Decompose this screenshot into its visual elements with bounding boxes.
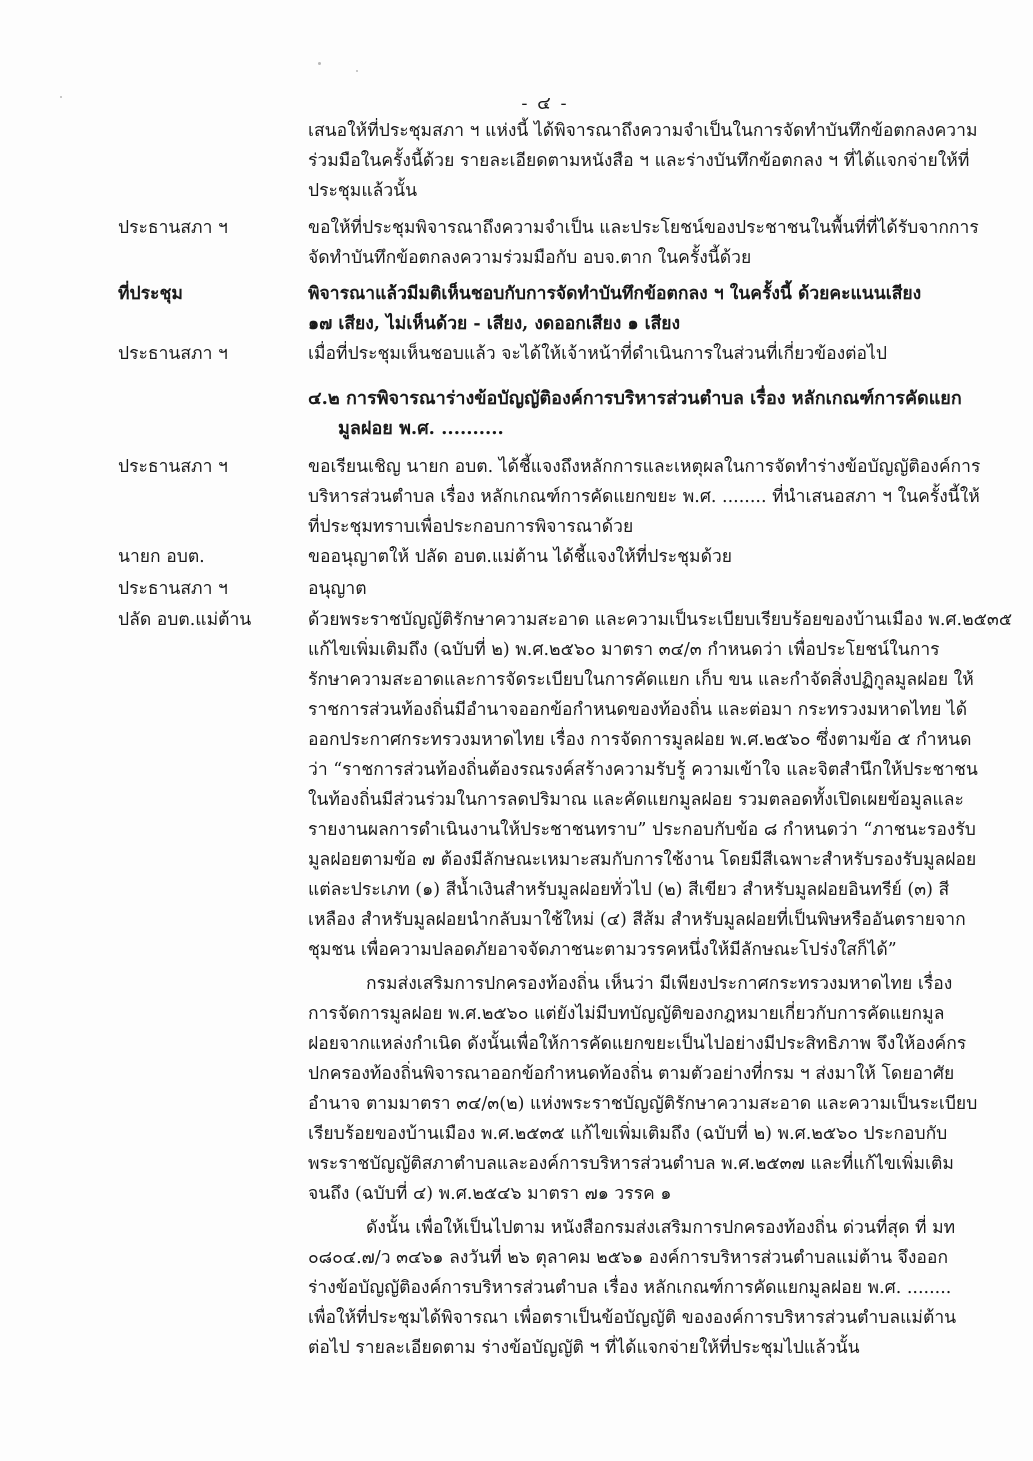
text-line: ๑๗ เสียง, ไม่เห็นด้วย - เสียง, งดออกเสียง ๑ เสียง <box>308 314 681 334</box>
paragraph <box>308 605 1013 965</box>
section-heading <box>308 384 968 444</box>
text-line: จนถึง (ฉบับที่ ๔) พ.ศ.๒๕๔๖ มาตรา ๗๑ วรรค ๑ <box>308 1184 672 1204</box>
text-line: แต่ละประเภท (๑) สีน้ำเงินสำหรับมูลฝอยทั่วไป (๒) สีเขียว สำหรับมูลฝอยอินทรีย์ (๓) สี <box>308 880 950 900</box>
text-line: ๐๘๐๔.๗/ว ๓๔๖๑ ลงวันที่ ๒๖ ตุลาคม ๒๕๖๑ องค์การบริหารส่วนตำบลแม่ต้าน จึงออก <box>308 1248 949 1268</box>
text-line: ขออนุญาตให้ ปลัด อบต.แม่ต้าน ได้ชี้แจงให้ที่ประชุมด้วย <box>308 547 733 567</box>
text-line: ประชุมแล้วนั้น <box>308 181 418 201</box>
text-line: เหลือง สำหรับมูลฝอยนำกลับมาใช้ใหม่ (๔) สีส้ม สำหรับมูลฝอยที่เป็นพิษหรืออันตรายจาก <box>308 910 966 930</box>
speech-text <box>308 542 968 572</box>
speaker-label: ประธานสภา ฯ <box>118 579 228 599</box>
text-line: ปกครองท้องถิ่นพิจารณาออกข้อกำหนดท้องถิ่น ตามตัวอย่างที่กรม ฯ ส่งมาให้ โดยอาศัย <box>308 1064 955 1084</box>
heading-line: มูลฝอย พ.ศ. .......... <box>338 418 504 439</box>
text-line: อนุญาต <box>308 579 367 599</box>
speaker-label: ที่ประชุม <box>118 284 183 304</box>
text-line: การจัดการมูลฝอย พ.ศ.๒๕๖๐ แต่ยังไม่มีบทบัญญัติของกฎหมายเกี่ยวกับการคัดแยกมูล <box>308 1004 945 1024</box>
text-line: ว่า “ราชการส่วนท้องถิ่นต้องรณรงค์สร้างความรับรู้ ความเข้าใจ และจิตสำนึกให้ประชาชน <box>308 760 978 780</box>
resolution-text <box>308 279 968 339</box>
speech-text <box>308 574 968 604</box>
text-line: บริหารส่วนตำบล เรื่อง หลักเกณฑ์การคัดแยกขยะ พ.ศ. ........ ที่นำเสนอสภา ฯ ในครั้งนี้ให้ <box>308 487 980 507</box>
speaker-label: ประธานสภา ฯ <box>118 344 228 364</box>
scan-speck <box>318 62 321 65</box>
text-line: เมื่อที่ประชุมเห็นชอบแล้ว จะได้ให้เจ้าหน้าที่ดำเนินการในส่วนที่เกี่ยวข้องต่อไป <box>308 344 887 364</box>
text-line: ราชการส่วนท้องถิ่นมีอำนาจออกข้อกำหนดของท้องถิ่น และต่อมา กระทรวงมหาดไทย ได้ <box>308 700 968 720</box>
speaker-label: ประธานสภา ฯ <box>118 218 228 238</box>
speaker-label: นายก อบต. <box>118 547 205 567</box>
text-line: ฝอยจากแหล่งกำเนิด ดังนั้นเพื่อให้การคัดแยกขยะเป็นไปอย่างมีประสิทธิภาพ จึงให้องค์กร <box>308 1034 967 1054</box>
text-line: ออกประกาศกระทรวงมหาดไทย เรื่อง การจัดการมูลฝอย พ.ศ.๒๕๖๐ ซึ่งตามข้อ ๕ กำหนด <box>308 730 972 750</box>
text-line: ที่ประชุมทราบเพื่อประกอบการพิจารณาด้วย <box>308 517 634 537</box>
speech-text <box>308 339 968 369</box>
page-number: - ๔ - <box>521 93 569 114</box>
text-line: เพื่อให้ที่ประชุมได้พิจารณา เพื่อตราเป็นข้อบัญญัติ ขององค์การบริหารส่วนตำบลแม่ต้าน <box>308 1308 957 1328</box>
text-line: พระราชบัญญัติสภาตำบลและองค์การบริหารส่วนตำบล พ.ศ.๒๕๓๗ และที่แก้ไขเพิ่มเติม <box>308 1154 954 1174</box>
text-line: ร่วมมือในครั้งนี้ด้วย รายละเอียดตามหนังสือ ฯ และร่างบันทึกข้อตกลง ฯ ที่ได้แจกจ่ายให้ที่ <box>308 151 970 171</box>
text-line: รายงานผลการดำเนินงานให้ประชาชนทราบ” ประกอบกับข้อ ๘ กำหนดว่า “ภาชนะรองรับ <box>308 820 976 840</box>
intro-paragraph <box>308 116 978 206</box>
text-line: ชุมชน เพื่อความปลอดภัยอาจจัดภาชนะตามวรรคหนึ่งให้มีลักษณะโปร่งใสก็ได้” <box>308 940 897 960</box>
text-line: ขอให้ที่ประชุมพิจารณาถึงความจำเป็น และประโยชน์ของประชาชนในพื้นที่ที่ได้รับจากการ <box>308 218 979 238</box>
scan-speck <box>356 70 358 72</box>
text-line: จัดทำบันทึกข้อตกลงความร่วมมือกับ อบจ.ตาก ในครั้งนี้ด้วย <box>308 248 752 268</box>
speaker-label: ประธานสภา ฯ <box>118 457 228 477</box>
text-line: ขอเรียนเชิญ นายก อบต. ได้ชี้แจงถึงหลักการและเหตุผลในการจัดทำร่างข้อบัญญัติองค์การ <box>308 457 981 477</box>
speaker-label: ปลัด อบต.แม่ต้าน <box>118 610 252 630</box>
text-line: ต่อไป รายละเอียดตาม ร่างข้อบัญญัติ ฯ ที่ได้แจกจ่ายให้ที่ประชุมไปแล้วนั้น <box>308 1338 860 1358</box>
text-line: แก้ไขเพิ่มเติมถึง (ฉบับที่ ๒) พ.ศ.๒๕๖๐ มาตรา ๓๔/๓ กำหนดว่า เพื่อประโยชน์ในการ <box>308 640 940 660</box>
heading-line: ๔.๒ การพิจารณาร่างข้อบัญญัติองค์การบริหารส่วนตำบล เรื่อง หลักเกณฑ์การคัดแยก <box>308 388 962 409</box>
paragraph <box>308 1213 968 1363</box>
text-line: กรมส่งเสริมการปกครองท้องถิ่น เห็นว่า มีเพียงประกาศกระทรวงมหาดไทย เรื่อง <box>366 974 953 994</box>
text-line: ด้วยพระราชบัญญัติรักษาความสะอาด และความเป็นระเบียบเรียบร้อยของบ้านเมือง พ.ศ.๒๕๓๕ <box>308 610 1013 630</box>
text-line: อำนาจ ตามมาตรา ๓๔/๓(๒) แห่งพระราชบัญญัติรักษาความสะอาด และความเป็นระเบียบ <box>308 1094 978 1114</box>
speech-text <box>308 213 979 273</box>
text-line: พิจารณาแล้วมีมติเห็นชอบกับการจัดทำบันทึกข้อตกลง ฯ ในครั้งนี้ ด้วยคะแนนเสียง <box>308 284 922 304</box>
text-line: เสนอให้ที่ประชุมสภา ฯ แห่งนี้ ได้พิจารณาถึงความจำเป็นในการจัดทำบันทึกข้อตกลงความ <box>308 121 978 141</box>
paragraph <box>308 969 978 1209</box>
text-line: มูลฝอยตามข้อ ๗ ต้องมีลักษณะเหมาะสมกับการใช้งาน โดยมีสีเฉพาะสำหรับรองรับมูลฝอย <box>308 850 977 870</box>
speech-text <box>308 452 981 542</box>
text-line: ดังนั้น เพื่อให้เป็นไปตาม หนังสือกรมส่งเสริมการปกครองท้องถิ่น ด่วนที่สุด ที่ มท <box>366 1218 956 1238</box>
text-line: รักษาความสะอาดและการจัดระเบียบในการคัดแยก เก็บ ขน และกำจัดสิ่งปฏิกูลมูลฝอย ให้ <box>308 670 974 690</box>
text-line: เรียบร้อยของบ้านเมือง พ.ศ.๒๕๓๕ แก้ไขเพิ่มเติมถึง (ฉบับที่ ๒) พ.ศ.๒๕๖๐ ประกอบกับ <box>308 1124 948 1144</box>
text-line: ร่างข้อบัญญัติองค์การบริหารส่วนตำบล เรื่อง หลักเกณฑ์การคัดแยกมูลฝอย พ.ศ. ........ <box>308 1278 952 1298</box>
speech-text <box>308 605 1013 1363</box>
text-line: ในท้องถิ่นมีส่วนร่วมในการลดปริมาณ และคัดแยกมูลฝอย รวมตลอดทั้งเปิดเผยข้อมูลและ <box>308 790 964 810</box>
